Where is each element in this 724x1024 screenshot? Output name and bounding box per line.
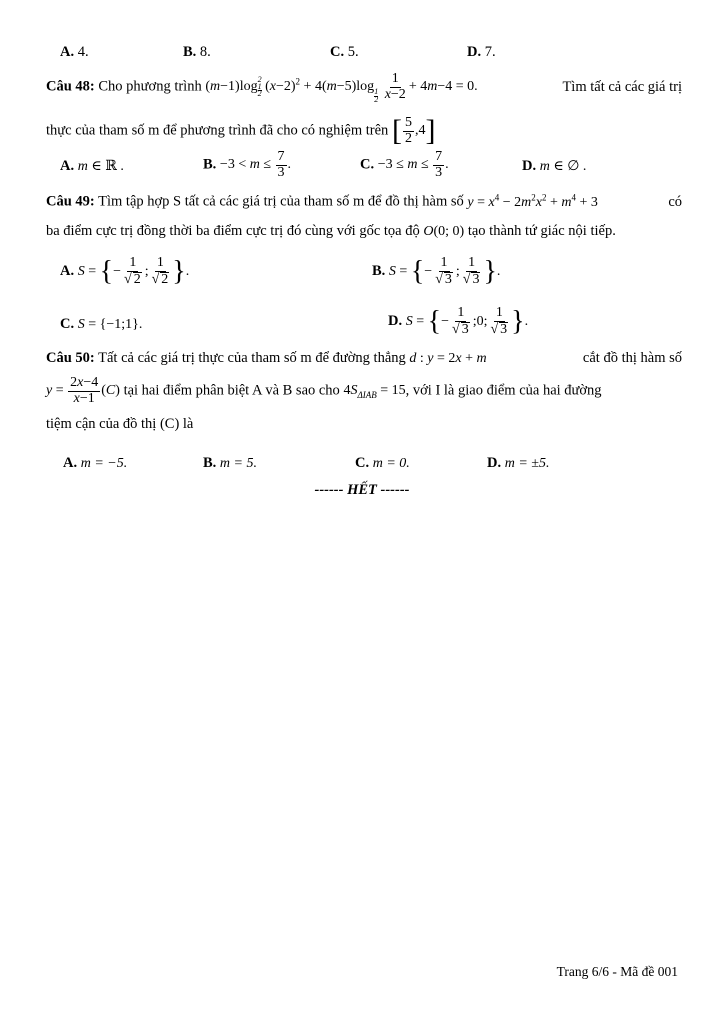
question-text: tạo thành tứ giác nội tiếp.: [467, 223, 616, 239]
answer-value: m = 5.: [219, 456, 257, 471]
answer-label: B.: [203, 156, 217, 173]
q50-answer-c: [355, 455, 410, 472]
answer-value: S = {−1;1}.: [77, 317, 143, 332]
interval: [ $\frac{5}{2}$ ,4]: [391, 114, 436, 148]
answer-label: C.: [355, 455, 370, 471]
question-text: Tìm tập hợp S tất cả các giá trị của tham số m để đồ thị hàm số: [98, 193, 464, 210]
q50-answer-a: [63, 455, 127, 472]
equation: (m−1)log 2 1 2 $(x-2)^2 + 4(m-5)\log$ $\frac{1}{2}$ $\frac{1}{x-2}$ + 4m−4 = 0.: [205, 71, 478, 104]
answer-value: S = {− $\frac{1}{√ 2}$ ; $\frac{1}{√ 2}$ }.: [77, 255, 190, 287]
graph-function: y = $\frac{2x-4}{x-1}$ (C): [46, 375, 120, 406]
answer-label: B.: [183, 44, 197, 60]
question-text-tail: có: [668, 193, 682, 210]
q50-line1: [46, 350, 682, 367]
q49-answer-d: [388, 306, 528, 337]
answer-value: 8.: [199, 44, 211, 60]
answer-value: m = ±5.: [504, 456, 550, 471]
question-text: ba điểm cực trị đồng thời ba điểm cực trị đó cùng với gốc tọa độ: [46, 223, 420, 239]
q48-answer-c: [360, 150, 449, 180]
q49-line1: [46, 192, 682, 211]
area-condition: $4S_{\Delta IAB} = 15$: [343, 383, 406, 401]
answer-value: S = {− $\frac{1}{√ 3}$ ; $\frac{1}{√ 3}$ }.: [388, 255, 501, 287]
q47-answer-b: [183, 44, 211, 61]
answer-label: C.: [360, 156, 375, 173]
question-text: Cho phương trình: [98, 78, 202, 95]
answer-label: D.: [467, 44, 482, 60]
answer-label: A.: [60, 44, 75, 60]
q50-line3: [46, 416, 193, 433]
origin-point: O(0; 0): [423, 224, 465, 239]
q47-answer-c: [330, 44, 359, 61]
answer-label: C.: [330, 44, 345, 60]
q49-answer-b: [372, 256, 500, 287]
answer-value: m = 0.: [372, 456, 410, 471]
q48-answer-b: [203, 150, 291, 180]
answer-label: A.: [60, 262, 75, 279]
q49-line2: [46, 223, 616, 240]
q50-answer-b: [203, 455, 257, 472]
answer-label: D.: [388, 312, 403, 329]
question-text-tail: Tìm tất cả các giá trị: [562, 78, 682, 95]
q49-answer-c: [60, 316, 142, 333]
question-text: tại hai điểm phân biệt A và B sao cho: [123, 382, 340, 399]
answer-value: −3 ≤ m ≤ $\frac{7}{3}$ .: [377, 149, 449, 180]
q48-line2: [46, 116, 435, 146]
question-text-tail: cắt đồ thị hàm số: [582, 350, 682, 366]
answer-label: A.: [63, 455, 78, 471]
answer-value: m = −5.: [80, 456, 128, 471]
question-text: thực của tham số m để phương trình đã cho có nghiệm trên: [46, 122, 389, 139]
q47-answer-a: [60, 44, 89, 61]
q49-answer-a: [60, 256, 189, 287]
question-text: tiệm cận của đồ thị (C) là: [46, 416, 194, 432]
page-footer: Trang 6/6 - Mã đề 001: [556, 964, 678, 979]
answer-label: C.: [60, 316, 75, 332]
q50-line2: [46, 376, 682, 406]
answer-label: B.: [203, 455, 217, 471]
answer-value: 7.: [484, 44, 496, 60]
answer-value: S = {− $\frac{1}{√ 3}$ ;0; $\frac{1}{√ 3}$ }.: [405, 305, 529, 337]
q48-answer-d: [522, 158, 586, 175]
question-text: , với I là giao điểm của hai đường: [405, 382, 602, 399]
question-label: Câu 48:: [46, 78, 95, 95]
answer-label: D.: [487, 455, 502, 471]
answer-label: D.: [522, 158, 537, 174]
answer-value: m ∈ ℝ .: [77, 159, 124, 174]
question-label: Câu 50:: [46, 350, 95, 366]
answer-value: −3 < m ≤ $\frac{7}{3}$ .: [219, 149, 292, 180]
answer-value: m ∈ ∅ .: [539, 159, 587, 174]
answer-label: B.: [372, 262, 386, 279]
function-expression: $y = x^4 - 2m^2x^2 + m^4 + 3$: [467, 192, 598, 210]
q50-answer-d: [487, 455, 549, 472]
question-label: Câu 49:: [46, 193, 95, 210]
answer-value: 4.: [77, 44, 89, 60]
q48-answer-a: [60, 158, 124, 175]
end-marker: ------ HẾT ------: [314, 482, 410, 498]
line-equation: d : y = 2x + m: [409, 351, 487, 366]
q48-line1: [46, 72, 682, 103]
q47-answer-d: [467, 44, 496, 61]
question-text: Tất cả các giá trị thực của tham số m để đường thẳng: [98, 350, 406, 366]
answer-value: 5.: [347, 44, 359, 60]
answer-label: A.: [60, 158, 75, 174]
